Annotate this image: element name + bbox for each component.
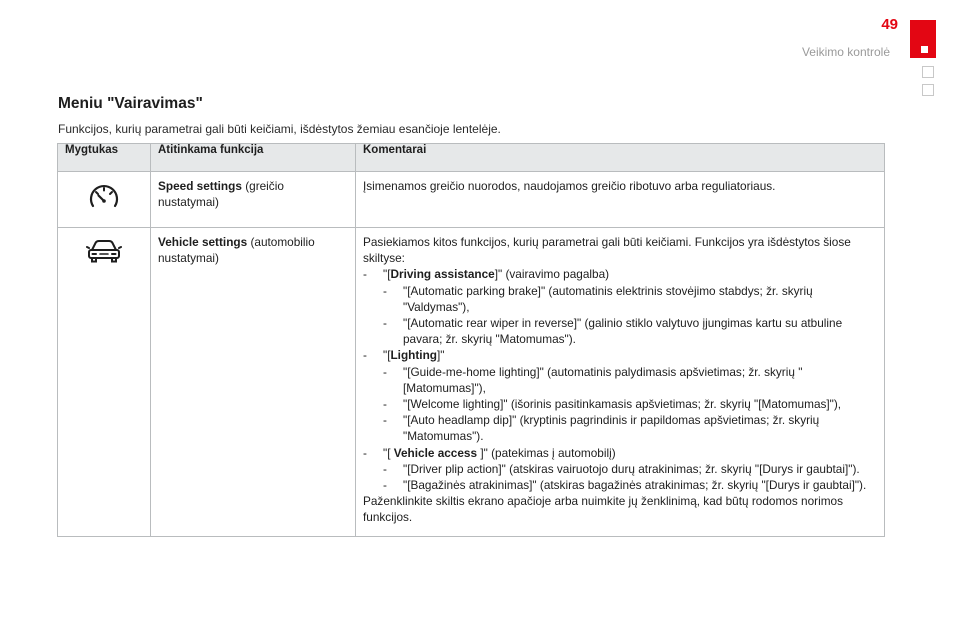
sub-item-text: "[Auto headlamp dip]" (kryptinis pagrindinis ir papildomas apšvietimas; žr. skyrių "Matomumas").: [403, 413, 820, 444]
sub-list-item: [363, 283, 877, 315]
page-title: Meniu "Vairavimas": [58, 95, 203, 112]
sub-item-text: "[Automatic rear wiper in reverse]" (galinio stiklo valytuvo įjungimas kartu su atbuline pavara; žr. skyrių "Matomumas").: [403, 316, 843, 347]
group-title: Lighting: [390, 348, 437, 363]
sub-item-text: "[Driver plip action]" (atskiras vairuotojo durų atrakinimas; žr. skyrių "[Durys ir gaubtai]").: [403, 461, 860, 476]
list-item: [363, 347, 877, 363]
function-desc: (greičio nustatymai): [158, 179, 284, 210]
table-row: [58, 172, 885, 228]
group-post: ]" (patekimas į automobilį): [477, 445, 616, 460]
list-dash: -: [363, 445, 367, 460]
group-pre: "[: [383, 445, 394, 460]
sub-item-text: "[Bagažinės atrakinimas]" (atskiras bagažinės atrakinimas; žr. skyrių "[Durys ir gaubtai]").: [403, 478, 867, 493]
list-dash: -: [383, 413, 387, 428]
comment-cell: Įsimenamos greičio nuorodos, naudojamos greičio ribotuvo arba reguliatoriaus.: [356, 172, 885, 228]
sub-list-item: [363, 364, 877, 396]
page-number: 49: [881, 16, 898, 33]
group-post: ]" (vairavimo pagalba): [494, 267, 610, 282]
chapter-box-1: [922, 66, 934, 78]
table-row: [58, 228, 885, 537]
group-pre: "[: [383, 267, 391, 282]
function-cell: [151, 228, 356, 537]
sub-list-item: [363, 461, 877, 477]
sub-list-item: [363, 412, 877, 444]
section-label: Veikimo kontrolė: [801, 45, 890, 59]
car-icon: [86, 238, 122, 264]
button-cell: [58, 228, 151, 537]
button-cell: [58, 172, 151, 228]
function-cell: [151, 172, 356, 228]
comment-intro: Pasiekiamos kitos funkcijos, kurių parametrai gali būti keičiami. Funkcijos yra išdėstytos šiose skiltyse:: [363, 235, 851, 266]
list-dash: -: [383, 316, 387, 331]
table-header-row: [58, 144, 885, 172]
comment-outro: Paženklinkite skiltis ekrano apačioje arba nuimkite jų ženklinimą, kad būtų rodomos norimos funkcijos.: [363, 494, 843, 525]
list-dash: -: [383, 478, 387, 493]
list-dash: -: [383, 364, 387, 379]
list-dash: -: [383, 461, 387, 476]
col-header-function: Atitinkama funkcija: [151, 144, 356, 172]
chapter-tab: [910, 20, 936, 58]
sub-item-text: "[Guide-me-home lighting]" (automatinis palydimasis apšvietimas; žr. skyrių "[Matomumas]"),: [403, 364, 803, 395]
sub-list-item: [363, 315, 877, 347]
function-desc: (automobilio nustatymai): [158, 235, 315, 266]
col-header-comment: Komentarai: [356, 144, 885, 172]
col-header-button: Mygtukas: [58, 144, 151, 172]
list-dash: -: [383, 397, 387, 412]
sub-item-text: "[Welcome lighting]" (išorinis pasitinkamasis apšvietimas; žr. skyrių "[Matomumas]"),: [403, 397, 842, 412]
sub-list-item: [363, 477, 877, 493]
settings-table: [57, 143, 885, 537]
sub-list-item: [363, 396, 877, 412]
comment-cell: [356, 228, 885, 537]
chapter-tab-marker: [921, 46, 928, 53]
list-item: [363, 445, 877, 461]
group-title: Driving assistance: [390, 267, 495, 282]
list-dash: -: [363, 348, 367, 363]
group-post: ]": [436, 348, 445, 363]
list-dash: -: [363, 267, 367, 282]
intro-text: Funkcijos, kurių parametrai gali būti keičiami, išdėstytos žemiau esančioje lentelėje.: [58, 122, 501, 136]
function-name: Vehicle settings: [158, 235, 248, 249]
speedometer-icon: [87, 182, 121, 212]
group-title: Vehicle access: [393, 445, 478, 460]
list-item: [363, 266, 877, 282]
group-pre: "[: [383, 348, 391, 363]
function-name: Speed settings: [158, 179, 242, 193]
chapter-box-2: [922, 84, 934, 96]
list-dash: -: [383, 283, 387, 298]
sub-item-text: "[Automatic parking brake]" (automatinis elektrinis stovėjimo stabdys; žr. skyrių "Valdymas"),: [403, 283, 813, 314]
